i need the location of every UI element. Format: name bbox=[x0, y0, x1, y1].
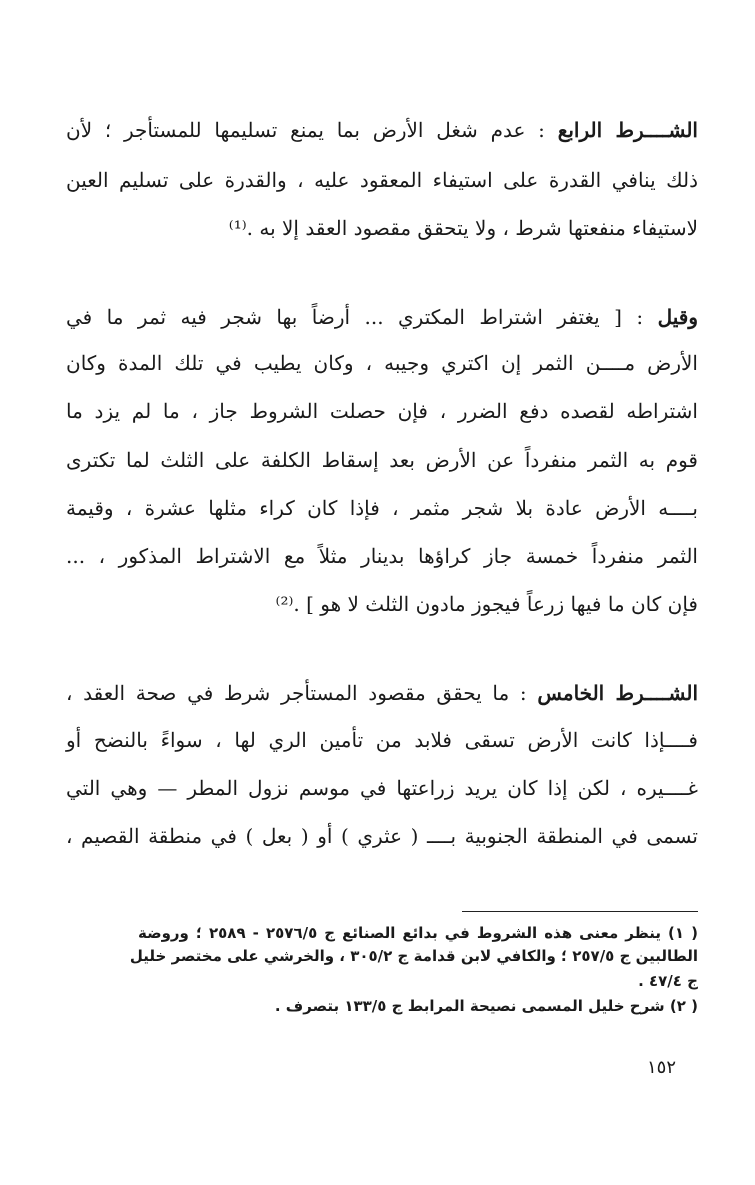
paragraph-line: فإن كان ما فيها زرعاً فيجوز مادون الثلث لا هو ] .⁽²⁾ bbox=[275, 592, 698, 616]
paragraph-line bbox=[66, 116, 698, 144]
paragraph-line bbox=[66, 303, 698, 331]
paragraph-line: تسمى في المنطقة الجنوبية بــــ ( عثري ) أو ( بعل ) في منطقة القصيم ، bbox=[66, 824, 698, 848]
paragraph-text: : ما يحقق مقصود المستأجر شرط في صحة العقد ، bbox=[66, 681, 538, 705]
paragraph-line: اشتراطه لقصده دفع الضرر ، فإن حصلت الشروط جاز ، ما لم يزد ما bbox=[66, 399, 698, 423]
condition-heading: الشــــرط الرابع bbox=[557, 118, 698, 142]
paragraph-line: الأرض مــــن الثمر إن اكتري وجيبه ، وكان يطيب في تلك المدة وكان bbox=[66, 351, 698, 375]
paragraph-line: غــــيره ، لكن إذا كان يريد زراعتها في موسم نزول المطر — وهي التي bbox=[66, 776, 698, 800]
paragraph-line: فــــإذا كانت الأرض تسقى فلابد من تأمين الري لها ، سواءً بالنضح أو bbox=[66, 728, 698, 752]
footnote-line: ج ٤٧/٤ . bbox=[638, 972, 698, 990]
footnote-line: الطالبين ج ٢٥٧/٥ ؛ والكافي لابن قدامة ج ٣٠٥/٢ ، والخرشي على مختصر خليل bbox=[129, 947, 698, 965]
paragraph-text: : [ يغتفر اشتراط المكتري ... أرضاً بها شجر فيه ثمر ما في bbox=[66, 305, 658, 329]
paragraph-line: الثمر منفرداً خمسة جاز كراؤها بدينار مثلاً مع الاشتراط المذكور ، ... bbox=[66, 544, 698, 568]
paragraph-line: ذلك ينافي القدرة على استيفاء المعقود عليه ، والقدرة على تسليم العين bbox=[66, 168, 698, 192]
page-number: ١٥٢ bbox=[646, 1057, 676, 1078]
footnote-line: ( ٢) شرح خليل المسمى نصيحة المرابط ج ١٣٣/٥ بتصرف . bbox=[274, 997, 698, 1015]
footnote-separator bbox=[462, 911, 698, 912]
paragraph-line: قوم به الثمر منفرداً عن الأرض بعد إسقاط الكلفة على الثلث لما تكترى bbox=[66, 448, 698, 472]
quote-heading: وقيل bbox=[657, 305, 698, 329]
paragraph-line: لاستيفاء منفعتها شرط ، ولا يتحقق مقصود العقد إلا به .⁽¹⁾ bbox=[228, 216, 698, 240]
condition-heading: الشــــرط الخامس bbox=[537, 681, 698, 705]
footnote-line: ( ١) ينظر معنى هذه الشروط في بدائع الصنائع ج ٢٥٧٦/٥ - ٢٥٨٩ ؛ وروضة bbox=[138, 924, 698, 942]
paragraph-line bbox=[66, 679, 698, 707]
paragraph-text: : عدم شغل الأرض بما يمنع تسليمها للمستأجر ؛ لأن bbox=[66, 118, 558, 142]
paragraph-line: بــــه الأرض عادة بلا شجر مثمر ، فإذا كان كراء مثلها عشرة ، وقيمة bbox=[66, 496, 698, 520]
